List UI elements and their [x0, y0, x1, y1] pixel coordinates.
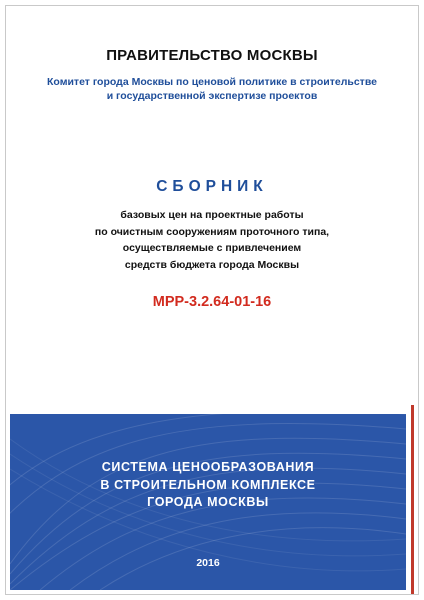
band-title [10, 459, 406, 512]
document-code: МРР-3.2.64-01-16 [152, 294, 272, 310]
description-line-2: по очистным сооружениям проточного типа, [94, 225, 330, 238]
red-accent-rule [411, 405, 414, 594]
bottom-blue-band [10, 414, 406, 590]
band-line-1: СИСТЕМА ЦЕНООБРАЗОВАНИЯ [101, 460, 315, 474]
government-title: ПРАВИТЕЛЬСТВО МОСКВЫ [106, 47, 318, 64]
collection-description [20, 207, 404, 273]
band-line-3: ГОРОДА МОСКВЫ [147, 495, 269, 509]
committee-line-1: Комитет города Москвы по ценовой политике в строительстве [47, 76, 377, 88]
publication-year: 2016 [196, 557, 220, 569]
collection-heading: СБОРНИК [156, 178, 268, 195]
description-line-3: осуществляемые с привлечением [122, 242, 302, 254]
committee-line-2: и государственной экспертизе проектов [106, 90, 318, 102]
band-line-2: В СТРОИТЕЛЬНОМ КОМПЛЕКСЕ [100, 477, 316, 492]
description-line-4: средств бюджета города Москвы [124, 258, 300, 271]
committee-name [20, 75, 404, 103]
description-line-1: базовых цен на проектные работы [120, 209, 304, 221]
